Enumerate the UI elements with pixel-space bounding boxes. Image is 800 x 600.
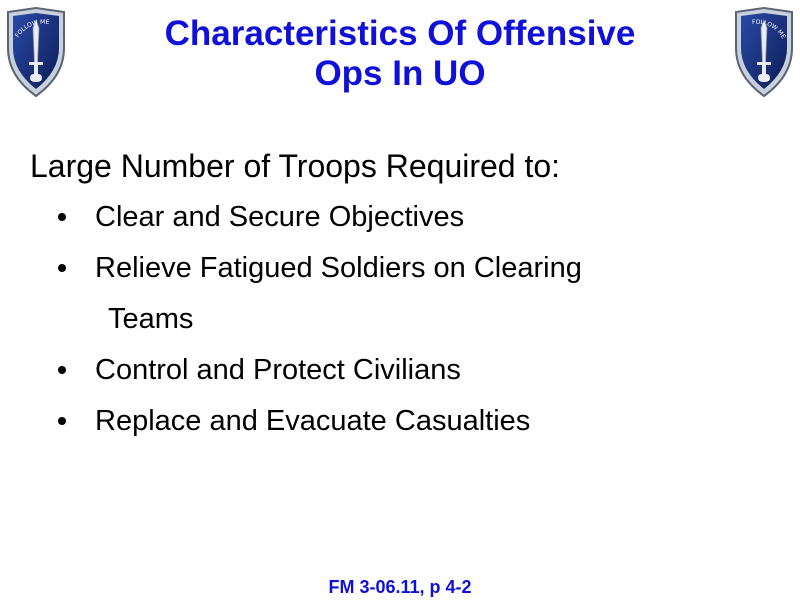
source-reference: FM 3-06.11, p 4-2 <box>328 577 472 597</box>
bullet-text-continuation: Teams <box>108 303 194 335</box>
bullet-dot-icon <box>58 417 66 425</box>
slide-title <box>100 14 700 94</box>
bullet-dot-icon <box>58 366 66 374</box>
bullet-text: Relieve Fatigued Soldiers on Clearing <box>95 252 582 284</box>
insignia-motto: FOLLOW ME <box>13 18 50 40</box>
bullet-text: Control and Protect Civilians <box>95 354 461 386</box>
bullet-text: Clear and Secure Objectives <box>95 201 465 233</box>
title-line-2: Ops In UO <box>314 54 486 93</box>
infantry-insignia-icon <box>732 6 796 98</box>
bullet-dot-icon <box>58 264 66 272</box>
bullet-dot-icon <box>58 213 66 221</box>
bullet-text: Replace and Evacuate Casualties <box>95 405 531 437</box>
title-line-1: Characteristics Of Offensive <box>164 14 636 53</box>
lead-statement: Large Number of Troops Required to: <box>30 148 561 184</box>
insignia-motto: FOLLOW ME <box>751 18 787 41</box>
infantry-insignia-icon <box>4 6 68 98</box>
